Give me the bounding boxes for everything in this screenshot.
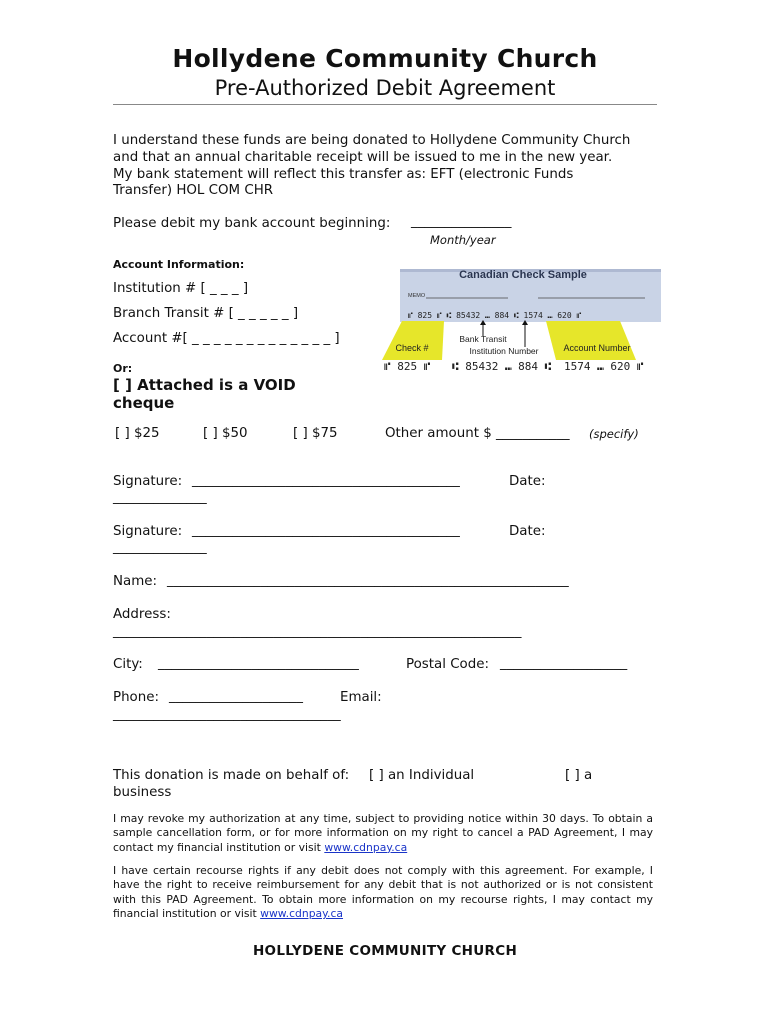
- intro-line: Transfer) HOL COM CHR: [113, 183, 274, 198]
- phone-label: Phone:: [113, 690, 159, 705]
- other-amount-field[interactable]: Other amount $ ___________: [385, 426, 570, 441]
- date-label: Date:: [509, 474, 546, 489]
- void-cheque-checkbox[interactable]: [ ] Attached is a VOID: [113, 376, 296, 394]
- individual-checkbox[interactable]: [ ] an Individual: [369, 768, 475, 783]
- check-micr-line: ⑈ 825 ⑈ ⑆ 85432 ⑉ 884 ⑆ 1574 ⑉ 620 ⑈: [408, 311, 582, 320]
- micr-account-number: 1574 ⑉ 620 ⑈: [564, 360, 644, 373]
- month-year-hint: Month/year: [430, 233, 496, 247]
- transit-label: Bank Transit: [459, 334, 507, 344]
- date-label: Date:: [509, 524, 546, 539]
- account-number-highlight: [546, 321, 636, 360]
- phone-field[interactable]: ____________________: [169, 689, 303, 704]
- account-number-label: Account Number: [563, 343, 631, 353]
- title-divider: [113, 104, 657, 105]
- signature-field[interactable]: ________________________________________: [192, 473, 460, 488]
- amount-25-option[interactable]: [ ] $25: [115, 426, 160, 441]
- cdnpay-link[interactable]: www.cdnpay.ca: [324, 840, 408, 854]
- postal-code-label: Postal Code:: [406, 657, 489, 672]
- institution-field[interactable]: Institution # [ _ _ _ ]: [113, 281, 249, 296]
- name-field[interactable]: ____________________________________________________________: [167, 573, 569, 588]
- date-field[interactable]: ______________: [113, 490, 207, 505]
- page-subtitle: Pre-Authorized Debit Agreement: [214, 76, 556, 100]
- signature-field[interactable]: ________________________________________: [192, 523, 460, 538]
- memo-label: MEMO: [408, 293, 426, 299]
- name-label: Name:: [113, 574, 158, 589]
- recourse-notice: [113, 864, 653, 922]
- footer-church-name: HOLLYDENE COMMUNITY CHURCH: [252, 943, 518, 959]
- institution-label: Institution Number: [469, 346, 539, 356]
- debit-start-label: Please debit my bank account beginning:: [113, 216, 391, 231]
- signature-label: Signature:: [113, 524, 183, 539]
- email-field[interactable]: __________________________________: [113, 707, 341, 722]
- date-field[interactable]: ______________: [113, 540, 207, 555]
- signature-label: Signature:: [113, 474, 183, 489]
- void-cheque-label: cheque: [113, 394, 175, 412]
- revocation-notice: [113, 812, 653, 855]
- account-number-field[interactable]: Account #[ _ _ _ _ _ _ _ _ _ _ _ _ _ ]: [113, 331, 340, 346]
- or-label: Or:: [113, 362, 133, 375]
- recourse-text: I have certain recourse rights if any debit does not comply with this agreement. For example, I have the right to receive reimbursement for any debit that is not authorized or is not consistent with this PAD Agreement. To obtain more information on my recourse rights, I may contact my financial institution or visit: [113, 864, 653, 921]
- revocation-text: I may revoke my authorization at any time, subject to providing notice within 30 days. To obtain a sample cancellation form, or for more information on my right to cancel a PAD Agreement, I may contact my financial institution or visit: [113, 812, 653, 854]
- page-title: Hollydene Community Church: [172, 44, 598, 73]
- debit-start-field[interactable]: _______________: [411, 214, 512, 229]
- specify-hint: (specify): [589, 427, 639, 441]
- city-label: City:: [113, 657, 143, 672]
- city-field[interactable]: ______________________________: [158, 656, 359, 671]
- branch-transit-field[interactable]: Branch Transit # [ _ _ _ _ _ ]: [113, 306, 299, 321]
- address-label: Address:: [113, 607, 171, 622]
- postal-code-field[interactable]: ___________________: [500, 656, 628, 671]
- account-info-heading: Account Information:: [113, 258, 245, 271]
- intro-line: My bank statement will reflect this transfer as: EFT (electronic Funds: [113, 167, 574, 182]
- micr-check-number: ⑈ 825 ⑈: [384, 360, 431, 373]
- business-label: business: [113, 785, 172, 800]
- intro-line: and that an annual charitable receipt will be issued to me in the new year.: [113, 150, 613, 165]
- check-sample-title: Canadian Check Sample: [459, 269, 587, 281]
- email-label: Email:: [340, 690, 382, 705]
- check-number-highlight: [382, 321, 444, 360]
- behalf-label: This donation is made on behalf of:: [113, 768, 350, 783]
- amount-75-option[interactable]: [ ] $75: [293, 426, 338, 441]
- micr-transit-institution: ⑆ 85432 ⑉ 884 ⑆: [452, 360, 552, 373]
- business-checkbox[interactable]: [ ] a: [565, 768, 593, 783]
- address-field[interactable]: _____________________________________________________________: [113, 624, 522, 639]
- intro-line: I understand these funds are being donated to Hollydene Community Church: [113, 133, 631, 148]
- amount-50-option[interactable]: [ ] $50: [203, 426, 248, 441]
- check-sample-illustration: [380, 265, 665, 375]
- check-number-label: Check #: [395, 343, 429, 353]
- cdnpay-link[interactable]: www.cdnpay.ca: [260, 907, 344, 921]
